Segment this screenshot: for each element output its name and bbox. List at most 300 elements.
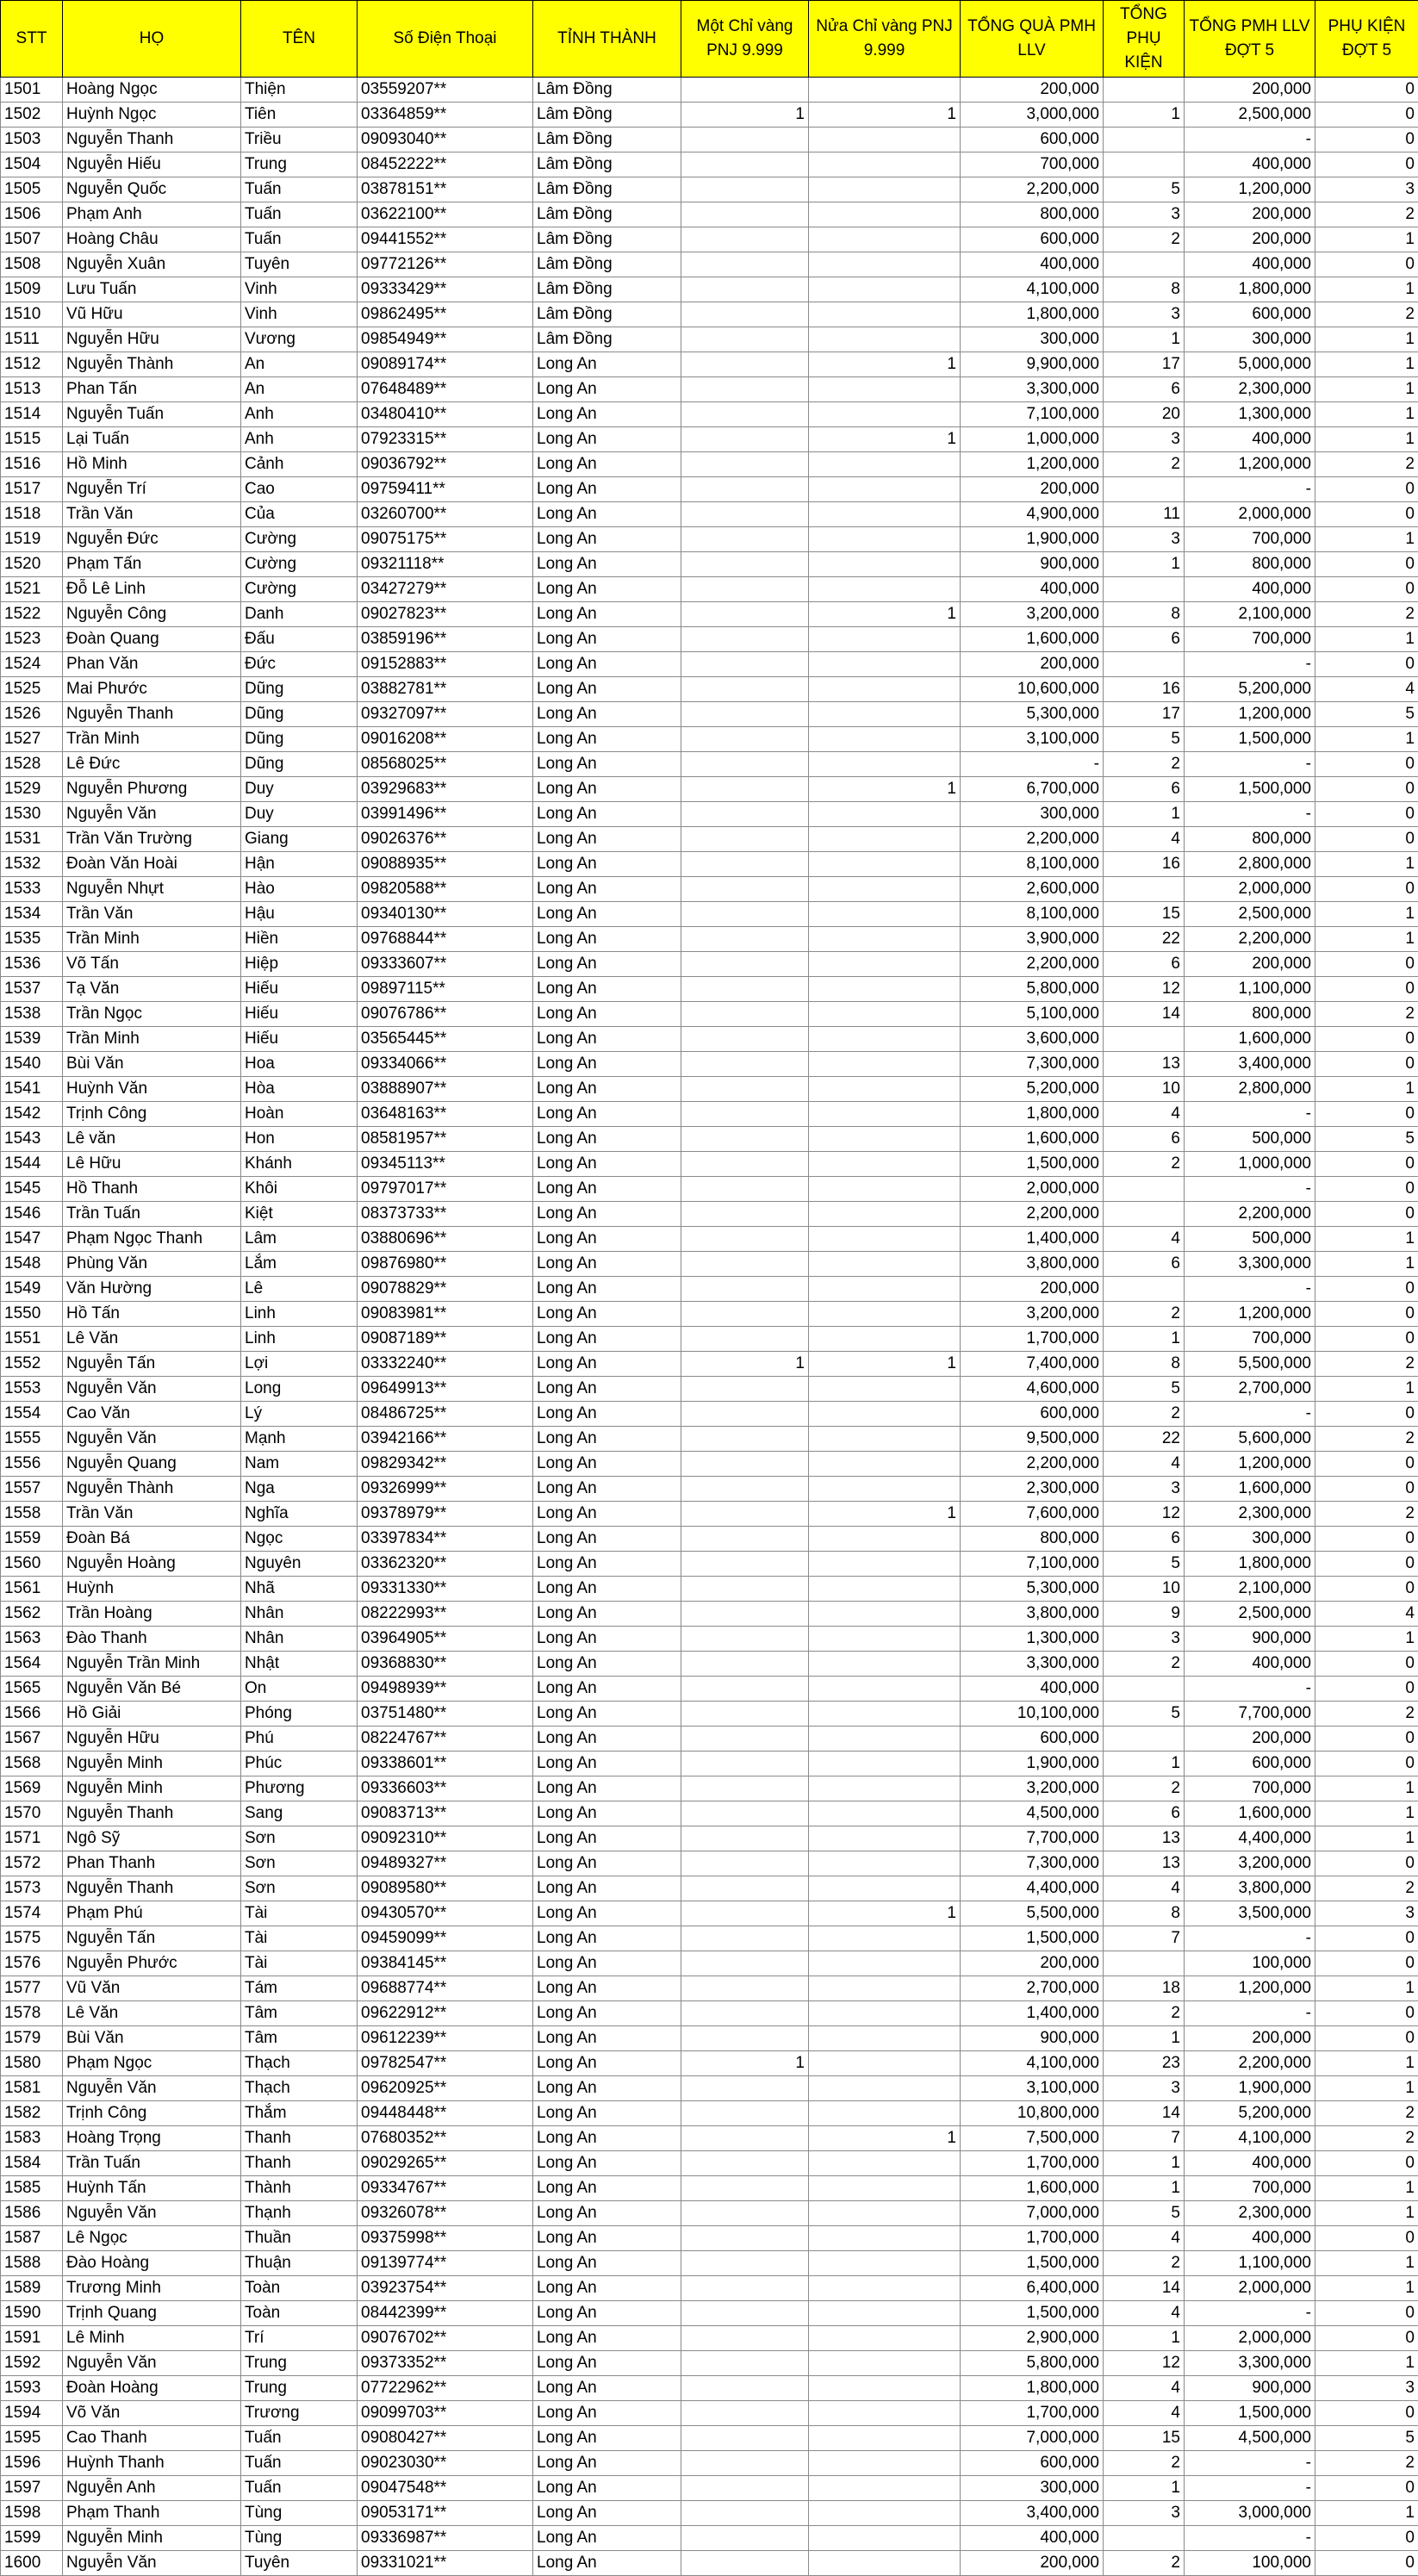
cell-province[interactable]: Long An — [533, 627, 681, 652]
cell-total-voucher[interactable]: 600,000 — [961, 1727, 1104, 1752]
cell-phone[interactable]: 09489327** — [358, 1851, 533, 1876]
cell-voucher-round5[interactable]: 1,100,000 — [1185, 977, 1315, 1002]
cell-province[interactable]: Long An — [533, 1427, 681, 1452]
cell-voucher-round5[interactable]: 400,000 — [1185, 252, 1315, 277]
cell-total-accessories[interactable]: 3 — [1104, 1627, 1185, 1652]
cell-ten[interactable]: Khánh — [241, 1152, 358, 1177]
cell-voucher-round5[interactable]: 200,000 — [1185, 202, 1315, 227]
cell-phone[interactable]: 09089580** — [358, 1876, 533, 1901]
cell-gold-one[interactable] — [681, 2426, 809, 2451]
cell-province[interactable]: Long An — [533, 1801, 681, 1826]
cell-phone[interactable]: 03882781** — [358, 677, 533, 702]
cell-voucher-round5[interactable]: 700,000 — [1185, 527, 1315, 552]
cell-gold-half[interactable] — [809, 2026, 961, 2051]
cell-phone[interactable]: 09023030** — [358, 2451, 533, 2476]
cell-voucher-round5[interactable]: 1,200,000 — [1185, 1976, 1315, 2001]
cell-ten[interactable]: Lâm — [241, 1227, 358, 1252]
cell-total-accessories[interactable]: 2 — [1104, 227, 1185, 252]
cell-voucher-round5[interactable]: 2,000,000 — [1185, 877, 1315, 902]
cell-voucher-round5[interactable]: 2,800,000 — [1185, 852, 1315, 877]
cell-total-accessories[interactable] — [1104, 1027, 1185, 1052]
cell-ten[interactable]: Lắm — [241, 1252, 358, 1277]
cell-voucher-round5[interactable]: - — [1185, 2001, 1315, 2026]
cell-voucher-round5[interactable]: 400,000 — [1185, 1652, 1315, 1677]
cell-ten[interactable]: Linh — [241, 1327, 358, 1352]
cell-stt[interactable]: 1555 — [1, 1427, 63, 1452]
cell-ten[interactable]: Tuyên — [241, 252, 358, 277]
cell-ten[interactable]: Sơn — [241, 1826, 358, 1851]
cell-ten[interactable]: Thanh — [241, 2126, 358, 2151]
cell-gold-half[interactable] — [809, 78, 961, 103]
cell-province[interactable]: Long An — [533, 502, 681, 527]
cell-voucher-round5[interactable]: 1,100,000 — [1185, 2251, 1315, 2276]
cell-phone[interactable]: 08222993** — [358, 1602, 533, 1627]
header-voucher-round5[interactable]: TỔNG PMH LLV ĐỢT 5 — [1185, 1, 1315, 78]
cell-gold-half[interactable] — [809, 177, 961, 202]
cell-stt[interactable]: 1568 — [1, 1752, 63, 1776]
cell-gold-one[interactable] — [681, 1627, 809, 1652]
cell-gold-one[interactable] — [681, 352, 809, 377]
cell-accessories-round5[interactable]: 1 — [1315, 2351, 1418, 2376]
cell-gold-half[interactable] — [809, 2276, 961, 2301]
cell-ho[interactable]: Nguyễn Văn Bé — [63, 1677, 241, 1702]
cell-ten[interactable]: Tâm — [241, 2001, 358, 2026]
cell-total-voucher[interactable]: 7,000,000 — [961, 2201, 1104, 2226]
header-gold-half[interactable]: Nửa Chỉ vàng PNJ 9.999 — [809, 1, 961, 78]
cell-ten[interactable]: Cường — [241, 577, 358, 602]
cell-total-voucher[interactable]: 300,000 — [961, 2476, 1104, 2501]
cell-stt[interactable]: 1542 — [1, 1102, 63, 1127]
cell-accessories-round5[interactable]: 0 — [1315, 1302, 1418, 1327]
cell-phone[interactable]: 03923754** — [358, 2276, 533, 2301]
cell-accessories-round5[interactable]: 0 — [1315, 1102, 1418, 1127]
cell-stt[interactable]: 1509 — [1, 277, 63, 302]
cell-province[interactable]: Long An — [533, 1302, 681, 1327]
cell-gold-one[interactable] — [681, 2251, 809, 2276]
cell-total-accessories[interactable]: 10 — [1104, 1077, 1185, 1102]
cell-province[interactable]: Long An — [533, 2301, 681, 2326]
cell-gold-half[interactable] — [809, 2251, 961, 2276]
cell-ho[interactable]: Nguyễn Anh — [63, 2476, 241, 2501]
cell-ho[interactable]: Bùi Văn — [63, 1052, 241, 1077]
cell-ten[interactable]: Tám — [241, 1976, 358, 2001]
cell-stt[interactable]: 1583 — [1, 2126, 63, 2151]
cell-gold-one[interactable] — [681, 927, 809, 952]
cell-voucher-round5[interactable]: 1,500,000 — [1185, 727, 1315, 752]
cell-accessories-round5[interactable]: 0 — [1315, 2026, 1418, 2051]
cell-total-accessories[interactable]: 6 — [1104, 1801, 1185, 1826]
cell-gold-one[interactable] — [681, 577, 809, 602]
cell-stt[interactable]: 1575 — [1, 1926, 63, 1951]
cell-stt[interactable]: 1580 — [1, 2051, 63, 2076]
cell-total-voucher[interactable]: 3,000,000 — [961, 103, 1104, 128]
cell-ho[interactable]: Huỳnh — [63, 1577, 241, 1602]
cell-gold-half[interactable] — [809, 2451, 961, 2476]
cell-ho[interactable]: Phan Văn — [63, 652, 241, 677]
cell-stt[interactable]: 1556 — [1, 1452, 63, 1477]
cell-voucher-round5[interactable]: 500,000 — [1185, 1127, 1315, 1152]
cell-stt[interactable]: 1586 — [1, 2201, 63, 2226]
cell-ten[interactable]: Hiệp — [241, 952, 358, 977]
cell-province[interactable]: Long An — [533, 1652, 681, 1677]
cell-total-accessories[interactable] — [1104, 877, 1185, 902]
cell-ten[interactable]: Thiện — [241, 78, 358, 103]
cell-total-accessories[interactable]: 1 — [1104, 1752, 1185, 1776]
cell-total-voucher[interactable]: 900,000 — [961, 2026, 1104, 2051]
cell-total-voucher[interactable]: 400,000 — [961, 1677, 1104, 1702]
cell-gold-one[interactable] — [681, 1951, 809, 1976]
cell-gold-one[interactable] — [681, 652, 809, 677]
cell-accessories-round5[interactable]: 0 — [1315, 2526, 1418, 2551]
cell-gold-one[interactable] — [681, 452, 809, 477]
cell-ho[interactable]: Nguyễn Hữu — [63, 1727, 241, 1752]
cell-total-voucher[interactable]: 3,200,000 — [961, 602, 1104, 627]
cell-total-voucher[interactable]: 300,000 — [961, 327, 1104, 352]
cell-phone[interactable]: 09782547** — [358, 2051, 533, 2076]
cell-gold-half[interactable] — [809, 2176, 961, 2201]
cell-gold-half[interactable] — [809, 1627, 961, 1652]
cell-gold-half[interactable] — [809, 1152, 961, 1177]
cell-gold-half[interactable] — [809, 2426, 961, 2451]
cell-phone[interactable]: 09897115** — [358, 977, 533, 1002]
cell-voucher-round5[interactable]: 200,000 — [1185, 2026, 1315, 2051]
cell-accessories-round5[interactable]: 4 — [1315, 1602, 1418, 1627]
cell-total-voucher[interactable]: 3,600,000 — [961, 1027, 1104, 1052]
cell-phone[interactable]: 09498939** — [358, 1677, 533, 1702]
cell-ho[interactable]: Hoàng Châu — [63, 227, 241, 252]
cell-phone[interactable]: 03397834** — [358, 1527, 533, 1552]
cell-voucher-round5[interactable]: - — [1185, 128, 1315, 152]
cell-province[interactable]: Long An — [533, 2151, 681, 2176]
cell-voucher-round5[interactable]: 2,000,000 — [1185, 2276, 1315, 2301]
cell-province[interactable]: Long An — [533, 352, 681, 377]
cell-ho[interactable]: Trần Hoàng — [63, 1602, 241, 1627]
cell-ho[interactable]: Hoàng Ngọc — [63, 78, 241, 103]
cell-stt[interactable]: 1585 — [1, 2176, 63, 2201]
cell-stt[interactable]: 1507 — [1, 227, 63, 252]
cell-voucher-round5[interactable]: 1,200,000 — [1185, 452, 1315, 477]
cell-total-accessories[interactable]: 1 — [1104, 2326, 1185, 2351]
cell-total-voucher[interactable]: 300,000 — [961, 802, 1104, 827]
cell-stt[interactable]: 1540 — [1, 1052, 63, 1077]
cell-total-voucher[interactable]: 8,100,000 — [961, 852, 1104, 877]
cell-gold-one[interactable] — [681, 227, 809, 252]
cell-voucher-round5[interactable]: 1,600,000 — [1185, 1801, 1315, 1826]
cell-accessories-round5[interactable]: 0 — [1315, 1552, 1418, 1577]
cell-voucher-round5[interactable]: - — [1185, 2476, 1315, 2501]
cell-ten[interactable]: Anh — [241, 402, 358, 427]
cell-accessories-round5[interactable]: 0 — [1315, 1027, 1418, 1052]
cell-voucher-round5[interactable]: 3,300,000 — [1185, 1252, 1315, 1277]
cell-accessories-round5[interactable]: 0 — [1315, 2151, 1418, 2176]
cell-province[interactable]: Long An — [533, 577, 681, 602]
cell-total-voucher[interactable]: 1,500,000 — [961, 1152, 1104, 1177]
cell-total-accessories[interactable]: 6 — [1104, 1127, 1185, 1152]
cell-gold-half[interactable] — [809, 2301, 961, 2326]
cell-ho[interactable]: Huỳnh Tấn — [63, 2176, 241, 2201]
cell-total-accessories[interactable]: 6 — [1104, 627, 1185, 652]
cell-total-voucher[interactable]: 200,000 — [961, 652, 1104, 677]
cell-total-voucher[interactable]: 3,300,000 — [961, 1652, 1104, 1677]
cell-phone[interactable]: 08452222** — [358, 152, 533, 177]
cell-stt[interactable]: 1593 — [1, 2376, 63, 2401]
cell-stt[interactable]: 1514 — [1, 402, 63, 427]
cell-phone[interactable]: 03880696** — [358, 1227, 533, 1252]
cell-province[interactable]: Long An — [533, 2551, 681, 2576]
cell-gold-half[interactable] — [809, 2051, 961, 2076]
cell-ho[interactable]: Nguyễn Trí — [63, 477, 241, 502]
cell-gold-half[interactable] — [809, 2551, 961, 2576]
cell-phone[interactable]: 03859196** — [358, 627, 533, 652]
cell-total-accessories[interactable]: 9 — [1104, 1602, 1185, 1627]
cell-province[interactable]: Long An — [533, 2501, 681, 2526]
cell-total-accessories[interactable]: 6 — [1104, 377, 1185, 402]
cell-gold-half[interactable]: 1 — [809, 1901, 961, 1926]
cell-stt[interactable]: 1560 — [1, 1552, 63, 1577]
cell-accessories-round5[interactable]: 0 — [1315, 2476, 1418, 2501]
cell-accessories-round5[interactable]: 0 — [1315, 477, 1418, 502]
cell-total-accessories[interactable]: 2 — [1104, 1152, 1185, 1177]
cell-voucher-round5[interactable]: 1,600,000 — [1185, 1027, 1315, 1052]
cell-total-accessories[interactable]: 2 — [1104, 1652, 1185, 1677]
cell-accessories-round5[interactable]: 0 — [1315, 752, 1418, 777]
cell-total-voucher[interactable]: 200,000 — [961, 1951, 1104, 1976]
cell-ten[interactable]: Nghĩa — [241, 1502, 358, 1527]
cell-stt[interactable]: 1518 — [1, 502, 63, 527]
cell-phone[interactable]: 09099703** — [358, 2401, 533, 2426]
cell-ten[interactable]: Thạch — [241, 2076, 358, 2101]
cell-province[interactable]: Long An — [533, 1552, 681, 1577]
cell-ten[interactable]: Hon — [241, 1127, 358, 1152]
cell-gold-one[interactable] — [681, 477, 809, 502]
cell-ho[interactable]: Trần Minh — [63, 927, 241, 952]
cell-stt[interactable]: 1529 — [1, 777, 63, 802]
cell-gold-half[interactable] — [809, 277, 961, 302]
cell-total-accessories[interactable]: 5 — [1104, 1552, 1185, 1577]
cell-ho[interactable]: Nguyễn Thanh — [63, 702, 241, 727]
cell-gold-one[interactable] — [681, 602, 809, 627]
cell-gold-one[interactable] — [681, 1901, 809, 1926]
cell-voucher-round5[interactable]: - — [1185, 1926, 1315, 1951]
cell-ho[interactable]: Nguyễn Đức — [63, 527, 241, 552]
cell-province[interactable]: Long An — [533, 952, 681, 977]
cell-voucher-round5[interactable]: 2,700,000 — [1185, 1377, 1315, 1402]
cell-ten[interactable]: Phóng — [241, 1702, 358, 1727]
cell-phone[interactable]: 09448448** — [358, 2101, 533, 2126]
cell-gold-one[interactable] — [681, 827, 809, 852]
cell-accessories-round5[interactable]: 1 — [1315, 427, 1418, 452]
cell-voucher-round5[interactable]: 300,000 — [1185, 1527, 1315, 1552]
cell-accessories-round5[interactable]: 0 — [1315, 827, 1418, 852]
cell-voucher-round5[interactable]: 600,000 — [1185, 1752, 1315, 1776]
cell-stt[interactable]: 1595 — [1, 2426, 63, 2451]
cell-ho[interactable]: Hồ Tấn — [63, 1302, 241, 1327]
cell-phone[interactable]: 09378979** — [358, 1502, 533, 1527]
cell-stt[interactable]: 1600 — [1, 2551, 63, 2576]
cell-ho[interactable]: Trần Văn — [63, 502, 241, 527]
cell-total-voucher[interactable]: 1,700,000 — [961, 1327, 1104, 1352]
cell-accessories-round5[interactable]: 1 — [1315, 227, 1418, 252]
cell-gold-half[interactable] — [809, 302, 961, 327]
cell-ho[interactable]: Ngô Sỹ — [63, 1826, 241, 1851]
cell-stt[interactable]: 1577 — [1, 1976, 63, 2001]
cell-ho[interactable]: Nguyễn Phước — [63, 1951, 241, 1976]
cell-total-voucher[interactable]: 4,100,000 — [961, 2051, 1104, 2076]
cell-stt[interactable]: 1515 — [1, 427, 63, 452]
cell-total-accessories[interactable]: 4 — [1104, 1102, 1185, 1127]
cell-phone[interactable]: 09336603** — [358, 1776, 533, 1801]
cell-total-voucher[interactable]: 10,100,000 — [961, 1702, 1104, 1727]
cell-phone[interactable]: 09820588** — [358, 877, 533, 902]
cell-total-voucher[interactable]: 1,500,000 — [961, 1926, 1104, 1951]
cell-total-accessories[interactable] — [1104, 252, 1185, 277]
cell-voucher-round5[interactable]: 5,200,000 — [1185, 677, 1315, 702]
cell-ho[interactable]: Võ Văn — [63, 2401, 241, 2426]
cell-voucher-round5[interactable]: 100,000 — [1185, 2551, 1315, 2576]
cell-gold-half[interactable] — [809, 1727, 961, 1752]
cell-province[interactable]: Lâm Đồng — [533, 177, 681, 202]
cell-gold-half[interactable] — [809, 1652, 961, 1677]
cell-accessories-round5[interactable]: 0 — [1315, 552, 1418, 577]
cell-ten[interactable]: Tài — [241, 1951, 358, 1976]
cell-gold-one[interactable] — [681, 202, 809, 227]
cell-gold-half[interactable] — [809, 1302, 961, 1327]
cell-phone[interactable]: 09829342** — [358, 1452, 533, 1477]
cell-ten[interactable]: Sơn — [241, 1851, 358, 1876]
cell-province[interactable]: Long An — [533, 1127, 681, 1152]
cell-accessories-round5[interactable]: 1 — [1315, 927, 1418, 952]
cell-ho[interactable]: Nguyễn Minh — [63, 2526, 241, 2551]
cell-phone[interactable]: 03942166** — [358, 1427, 533, 1452]
cell-stt[interactable]: 1531 — [1, 827, 63, 852]
cell-voucher-round5[interactable]: 3,000,000 — [1185, 2501, 1315, 2526]
cell-accessories-round5[interactable]: 0 — [1315, 78, 1418, 103]
cell-total-voucher[interactable]: 1,900,000 — [961, 527, 1104, 552]
cell-total-voucher[interactable]: 1,900,000 — [961, 1752, 1104, 1776]
cell-phone[interactable]: 03751480** — [358, 1702, 533, 1727]
cell-province[interactable]: Long An — [533, 1976, 681, 2001]
cell-phone[interactable]: 03559207** — [358, 78, 533, 103]
cell-ten[interactable]: Phúc — [241, 1752, 358, 1776]
cell-ten[interactable]: Lợi — [241, 1352, 358, 1377]
cell-province[interactable]: Long An — [533, 1102, 681, 1127]
cell-ho[interactable]: Nguyễn Xuân — [63, 252, 241, 277]
cell-voucher-round5[interactable]: 700,000 — [1185, 627, 1315, 652]
cell-gold-one[interactable] — [681, 952, 809, 977]
cell-voucher-round5[interactable]: 4,400,000 — [1185, 1826, 1315, 1851]
cell-stt[interactable]: 1597 — [1, 2476, 63, 2501]
cell-ho[interactable]: Lê Hữu — [63, 1152, 241, 1177]
cell-total-voucher[interactable]: 3,100,000 — [961, 727, 1104, 752]
cell-total-accessories[interactable] — [1104, 577, 1185, 602]
cell-gold-one[interactable] — [681, 1052, 809, 1077]
cell-ten[interactable]: Tùng — [241, 2526, 358, 2551]
cell-province[interactable]: Long An — [533, 877, 681, 902]
cell-province[interactable]: Long An — [533, 1377, 681, 1402]
cell-total-voucher[interactable]: 2,200,000 — [961, 1202, 1104, 1227]
cell-ho[interactable]: Nguyễn Tấn — [63, 1926, 241, 1951]
cell-phone[interactable]: 09027823** — [358, 602, 533, 627]
cell-ho[interactable]: Trần Văn Trường — [63, 827, 241, 852]
cell-stt[interactable]: 1592 — [1, 2351, 63, 2376]
cell-gold-half[interactable] — [809, 1102, 961, 1127]
cell-ten[interactable]: Vinh — [241, 277, 358, 302]
cell-gold-half[interactable] — [809, 627, 961, 652]
cell-voucher-round5[interactable]: 1,800,000 — [1185, 277, 1315, 302]
cell-phone[interactable]: 07648489** — [358, 377, 533, 402]
cell-voucher-round5[interactable]: 7,700,000 — [1185, 1702, 1315, 1727]
cell-ho[interactable]: Lại Tuấn — [63, 427, 241, 452]
cell-gold-half[interactable] — [809, 877, 961, 902]
cell-phone[interactable]: 09797017** — [358, 1177, 533, 1202]
cell-gold-one[interactable] — [681, 2076, 809, 2101]
cell-total-accessories[interactable]: 5 — [1104, 727, 1185, 752]
cell-total-voucher[interactable]: 7,000,000 — [961, 2426, 1104, 2451]
cell-stt[interactable]: 1530 — [1, 802, 63, 827]
cell-ten[interactable]: Tuấn — [241, 2476, 358, 2501]
cell-province[interactable]: Long An — [533, 1577, 681, 1602]
cell-voucher-round5[interactable]: 5,200,000 — [1185, 2101, 1315, 2126]
cell-voucher-round5[interactable]: 1,200,000 — [1185, 702, 1315, 727]
cell-stt[interactable]: 1549 — [1, 1277, 63, 1302]
cell-gold-half[interactable]: 1 — [809, 352, 961, 377]
cell-ho[interactable]: Lê văn — [63, 1127, 241, 1152]
cell-voucher-round5[interactable]: 2,300,000 — [1185, 377, 1315, 402]
cell-accessories-round5[interactable]: 1 — [1315, 1377, 1418, 1402]
cell-accessories-round5[interactable]: 2 — [1315, 302, 1418, 327]
cell-total-accessories[interactable]: 2 — [1104, 1402, 1185, 1427]
cell-province[interactable]: Long An — [533, 2326, 681, 2351]
cell-ten[interactable]: Anh — [241, 427, 358, 452]
cell-province[interactable]: Long An — [533, 1727, 681, 1752]
cell-stt[interactable]: 1559 — [1, 1527, 63, 1552]
cell-gold-half[interactable] — [809, 1976, 961, 2001]
cell-total-accessories[interactable] — [1104, 1277, 1185, 1302]
cell-gold-half[interactable] — [809, 702, 961, 727]
cell-phone[interactable]: 09331330** — [358, 1577, 533, 1602]
cell-gold-one[interactable] — [681, 377, 809, 402]
cell-total-accessories[interactable]: 8 — [1104, 1901, 1185, 1926]
cell-stt[interactable]: 1554 — [1, 1402, 63, 1427]
cell-total-voucher[interactable]: 5,800,000 — [961, 977, 1104, 1002]
cell-phone[interactable]: 09047548** — [358, 2476, 533, 2501]
cell-gold-one[interactable] — [681, 2301, 809, 2326]
cell-province[interactable]: Long An — [533, 702, 681, 727]
cell-voucher-round5[interactable]: 2,000,000 — [1185, 502, 1315, 527]
cell-gold-one[interactable] — [681, 1577, 809, 1602]
cell-stt[interactable]: 1538 — [1, 1002, 63, 1027]
cell-province[interactable]: Long An — [533, 1052, 681, 1077]
cell-gold-half[interactable] — [809, 1402, 961, 1427]
cell-voucher-round5[interactable]: - — [1185, 1177, 1315, 1202]
cell-province[interactable]: Long An — [533, 477, 681, 502]
cell-province[interactable]: Long An — [533, 2376, 681, 2401]
cell-accessories-round5[interactable]: 2 — [1315, 2451, 1418, 2476]
cell-total-accessories[interactable]: 2 — [1104, 752, 1185, 777]
cell-gold-one[interactable] — [681, 2101, 809, 2126]
cell-ten[interactable]: Nga — [241, 1477, 358, 1502]
cell-total-accessories[interactable]: 5 — [1104, 177, 1185, 202]
cell-phone[interactable]: 09321118** — [358, 552, 533, 577]
cell-gold-half[interactable] — [809, 2376, 961, 2401]
cell-total-voucher[interactable]: 600,000 — [961, 227, 1104, 252]
cell-accessories-round5[interactable]: 0 — [1315, 1577, 1418, 1602]
cell-ho[interactable]: Lê Văn — [63, 1327, 241, 1352]
cell-accessories-round5[interactable]: 1 — [1315, 1627, 1418, 1652]
cell-total-voucher[interactable]: 200,000 — [961, 1277, 1104, 1302]
cell-accessories-round5[interactable]: 1 — [1315, 277, 1418, 302]
cell-total-voucher[interactable]: - — [961, 752, 1104, 777]
